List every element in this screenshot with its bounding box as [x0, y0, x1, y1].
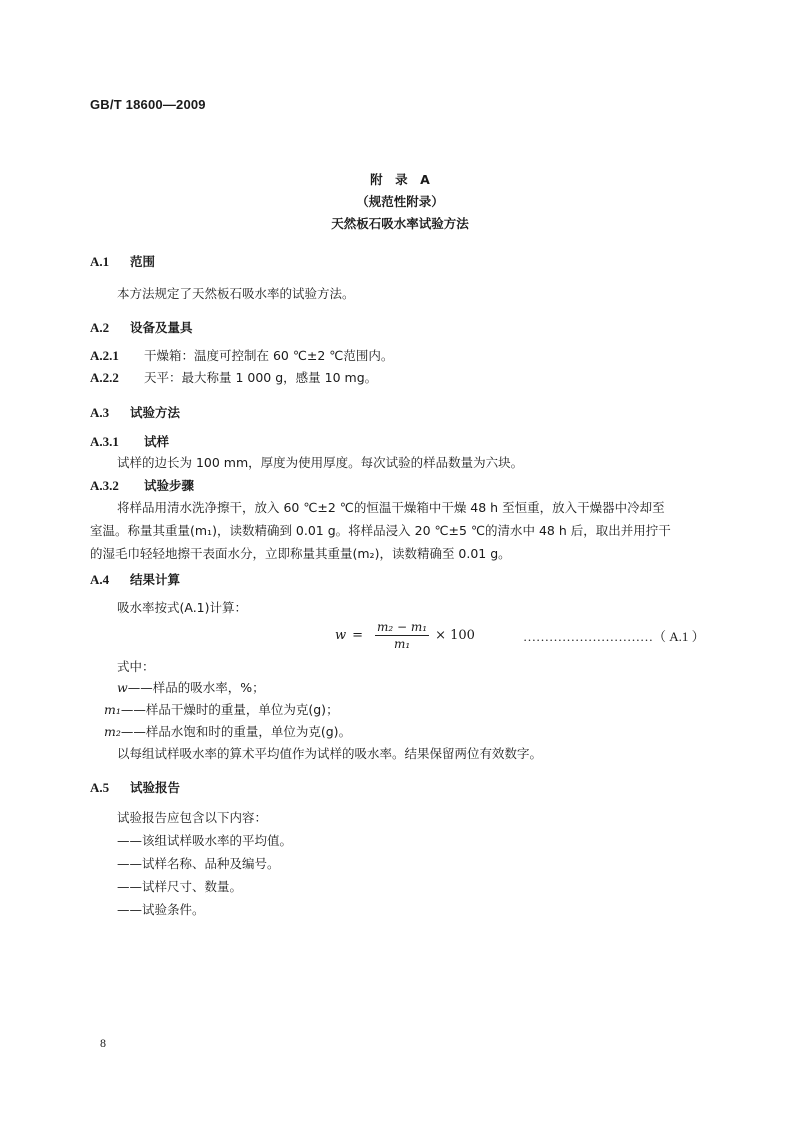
section-title: 设备及量具 [130, 320, 193, 335]
section-title: 范围 [130, 254, 156, 269]
clause-title: 试样 [144, 434, 170, 449]
report-item: ——该组试样吸水率的平均值。 [117, 833, 293, 848]
section-number: A.4 [90, 572, 110, 587]
formula-lhs: w [335, 628, 347, 643]
clause-a31-text: 试样的边长为 100 mm，厚度为使用厚度。每次试验的样品数量为六块。 [117, 455, 524, 470]
clause-a31-heading [90, 432, 169, 450]
clause-text: 天平：最大称量 1 000 g，感量 10 mg。 [144, 370, 378, 385]
section-number: A.5 [90, 780, 110, 795]
clause-a32-heading [90, 476, 194, 494]
clause-a32-line-3: 的湿毛巾轻轻地擦干表面水分，立即称量其重量(m₂)，读数精确至 0.01 g。 [90, 546, 511, 561]
clause-a21 [90, 346, 393, 364]
formula-denominator: m₁ [393, 637, 411, 651]
def-symbol: m₂ [104, 724, 121, 739]
section-a3-heading [90, 403, 180, 421]
section-number: A.1 [90, 254, 110, 269]
formula-multiplier: × 100 [435, 628, 475, 643]
page-number: 8 [100, 1036, 106, 1050]
section-number: A.2 [90, 320, 110, 335]
clause-number: A.2.2 [90, 370, 119, 385]
standard-code: GB/T 18600—2009 [90, 97, 206, 112]
clause-a32-line-1: 将样品用清水洗净擦干，放入 60 ℃±2 ℃的恒温干燥箱中干燥 48 h 至恒重，放入干燥器中冷却至 [117, 500, 665, 515]
section-a4-heading [90, 570, 180, 588]
formula-equals: = [352, 628, 364, 643]
report-intro: 试验报告应包含以下内容： [117, 810, 268, 825]
section-a1-text: 本方法规定了天然板石吸水率的试验方法。 [117, 286, 355, 301]
annex-title: 附 录 A [370, 172, 430, 187]
def-m2 [104, 720, 351, 743]
result-note: 以每组试样吸水率的算术平均值作为试样的吸水率。结果保留两位有效数字。 [117, 746, 543, 761]
section-title: 结果计算 [130, 572, 181, 587]
report-item: ——试样尺寸、数量。 [117, 879, 243, 894]
clause-a32-line-2: 室温。称量其重量(m₁)，读数精确到 0.01 g。将样品浸入 20 ℃±5 ℃的清水中 48 h 后，取出并用拧干 [90, 523, 671, 538]
def-text: ——样品的吸水率，%； [127, 680, 265, 695]
def-text: ——样品干燥时的重量，单位为克(g)； [120, 702, 339, 717]
formula-intro: 吸水率按式(A.1)计算： [117, 600, 248, 615]
clause-number: A.3.2 [90, 478, 119, 493]
def-w [117, 676, 265, 699]
annex-name: 天然板石吸水率试验方法 [331, 216, 469, 231]
clause-number: A.3.1 [90, 434, 119, 449]
section-a2-heading [90, 318, 193, 336]
clause-title: 试验步骤 [144, 478, 195, 493]
formula-a1 [335, 620, 475, 651]
def-symbol: w [117, 680, 128, 695]
report-item: ——试样名称、品种及编号。 [117, 856, 280, 871]
annex-type: （规范性附录） [356, 194, 444, 209]
section-title: 试验方法 [130, 405, 181, 420]
def-m1 [104, 698, 339, 721]
formula-fraction [375, 620, 429, 651]
equation-label: …………………………（ A.1 ） [523, 629, 705, 644]
def-symbol: m₁ [104, 702, 121, 717]
section-title: 试验报告 [130, 780, 181, 795]
clause-text: 干燥箱：温度可控制在 60 ℃±2 ℃范围内。 [144, 348, 394, 363]
clause-a22 [90, 368, 377, 386]
formula-numerator: m₂ − m₁ [377, 620, 428, 634]
section-a1-heading [90, 252, 155, 270]
report-item: ——试验条件。 [117, 902, 205, 917]
where-label: 式中： [117, 659, 155, 674]
def-text: ——样品水饱和时的重量，单位为克(g)。 [120, 724, 352, 739]
section-number: A.3 [90, 405, 110, 420]
section-a5-heading [90, 778, 180, 796]
clause-number: A.2.1 [90, 348, 119, 363]
